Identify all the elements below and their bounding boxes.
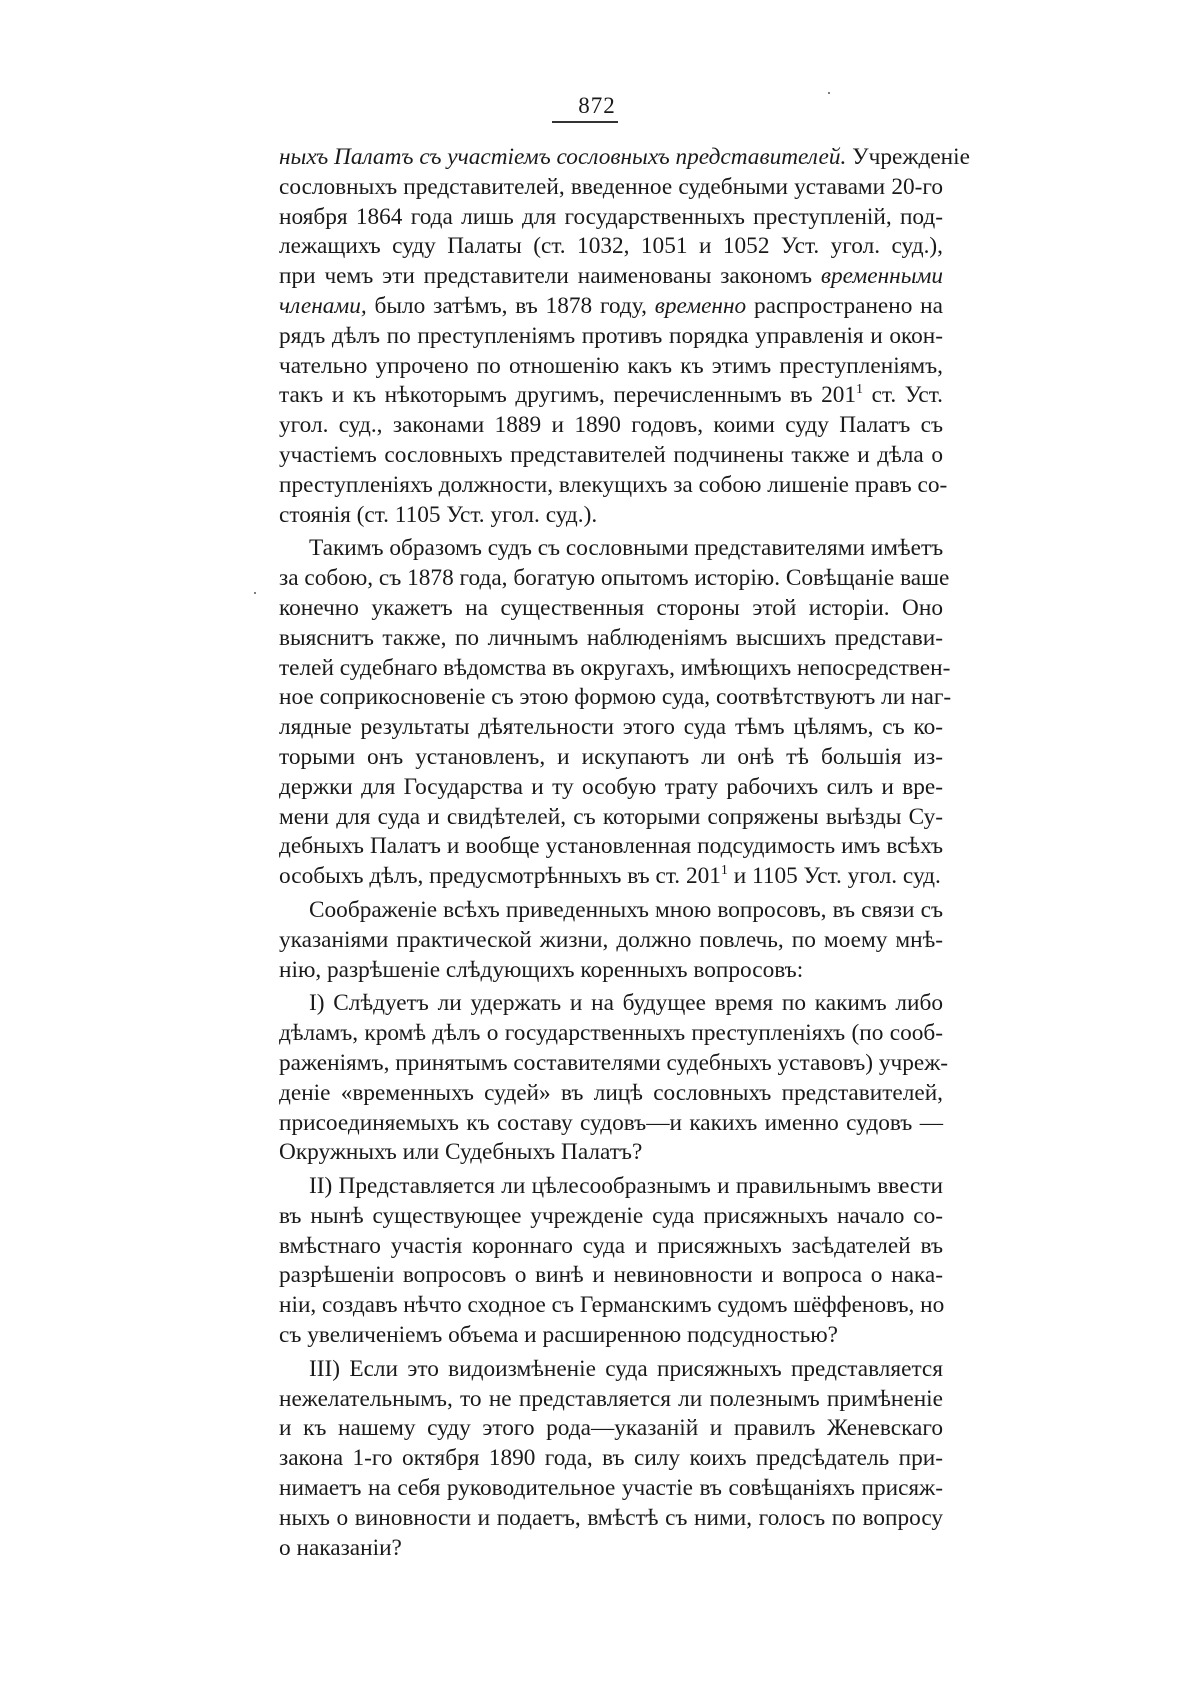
text-run: II) Представляется ли цѣлесообразнымъ и правильнымъ ввести — [309, 1173, 943, 1200]
scan-speck — [828, 92, 830, 94]
text-line — [279, 203, 943, 233]
text-run: сословныхъ представителей, введенное судебными уставами 20-го — [279, 173, 943, 200]
text-line — [279, 1172, 943, 1202]
text-line — [279, 173, 943, 203]
paragraph-p3 — [279, 896, 943, 989]
text-line — [279, 1202, 943, 1232]
text-run: дѣламъ, кромѣ дѣлъ о государственныхъ преступленіяхъ (по сооб- — [279, 1020, 943, 1047]
text-line — [279, 743, 943, 773]
footnote-superscript: 1 — [720, 863, 728, 879]
page-number: 872 — [578, 93, 616, 118]
text-run: Соображеніе всѣхъ приведенныхъ мною вопросовъ, въ связи съ — [309, 896, 943, 923]
text-line — [279, 1504, 943, 1534]
text-line — [279, 1109, 943, 1139]
text-run: за собою, съ 1878 года, богатую опытомъ исторію. Совѣщаніе ваше — [279, 565, 950, 592]
text-run: участіемъ сословныхъ представителей подчинены также и дѣла о — [279, 441, 943, 468]
text-run: угол. суд., законами 1889 и 1890 годовъ, коими суду Палатъ съ — [279, 412, 943, 439]
text-run: о наказаніи? — [279, 1534, 402, 1561]
text-line — [279, 654, 951, 684]
text-line — [279, 926, 943, 956]
text-line — [279, 1444, 943, 1474]
text-line — [279, 1385, 943, 1415]
text-line — [279, 1355, 943, 1385]
text-run: мени для суда и свидѣтелей, съ которыми сопряжены выѣзды Су- — [279, 803, 943, 830]
text-run: ноября 1864 года лишь для государственныхъ преступленій, под- — [279, 203, 943, 230]
text-line — [279, 501, 943, 531]
text-run: ное соприкосновеніе съ этою формою суда, соотвѣтствуютъ ли наг- — [279, 684, 952, 711]
text-line — [279, 1321, 943, 1351]
text-line — [279, 862, 943, 892]
text-run: ніи, создавъ нѣчто сходное съ Германскимъ судомъ шёффеновъ, но — [279, 1292, 945, 1319]
text-run: рядъ дѣлъ по преступленіямъ противъ порядка управленія и окон- — [279, 322, 943, 349]
text-run: съ увеличеніемъ объема и расширенною подсудностью? — [279, 1322, 838, 1349]
text-run: Учрежденіе — [846, 144, 970, 170]
text-line — [279, 411, 943, 441]
paragraph-p5 — [279, 1172, 943, 1355]
text-line — [279, 832, 943, 862]
text-line — [279, 1079, 943, 1109]
page-number-underline — [552, 121, 618, 123]
text-line — [279, 1019, 943, 1049]
footnote-superscript: 1 — [856, 382, 864, 398]
scan-speck — [254, 592, 256, 594]
text-run: указаніями практической жизни, должно повлечь, по моему мнѣ- — [279, 926, 943, 953]
text-line — [279, 381, 943, 411]
paragraph-p6 — [279, 1355, 943, 1564]
text-run: торыми онъ установленъ, и искупаютъ ли онѣ тѣ большія из- — [279, 743, 943, 770]
text-run: при чемъ эти представители наименованы закономъ — [279, 263, 821, 290]
text-line — [279, 1049, 949, 1079]
text-line — [279, 322, 943, 352]
text-run: закона 1-го октября 1890 года, въ силу коихъ предсѣдатель при- — [279, 1445, 943, 1472]
body-text — [279, 143, 970, 1563]
text-run: ныхъ о виновности и подаетъ, вмѣстѣ съ ними, голосъ по вопросу — [279, 1504, 943, 1531]
italic-run: временно — [654, 292, 747, 319]
text-line — [279, 713, 943, 743]
text-run: и къ нашему суду этого рода—указаній и правилъ Женевскаго — [279, 1415, 943, 1442]
italic-run: ныхъ Палатъ съ участіемъ сословныхъ представителей. — [279, 144, 847, 170]
paragraph-p1 — [279, 143, 970, 534]
text-run: лежащихъ суду Палаты (ст. 1032, 1051 и 1052 Уст. угол. суд.), — [279, 233, 943, 260]
text-run: преступленіяхъ должности, влекущихъ за собою лишеніе правъ со- — [279, 471, 948, 498]
text-run: вмѣстнаго участія короннаго суда и присяжныхъ засѣдателей въ — [279, 1232, 943, 1259]
italic-run: членами, — [279, 292, 367, 319]
paragraph-p2 — [279, 534, 952, 896]
text-line — [279, 352, 943, 382]
text-run: присоединяемыхъ къ составу судовъ—и какихъ именно судовъ — — [279, 1109, 943, 1136]
text-run: въ нынѣ существующее учрежденіе суда присяжныхъ начало со- — [279, 1202, 943, 1229]
text-run: Такимъ образомъ судъ съ сословными представителями имѣетъ — [309, 535, 944, 562]
text-line — [279, 989, 943, 1019]
text-line — [279, 624, 943, 654]
text-run: телей судебнаго вѣдомства въ округахъ, имѣющихъ непосредствен- — [279, 654, 951, 681]
text-run: выяснитъ также, по личнымъ наблюденіямъ высшихъ представи- — [279, 624, 943, 651]
text-run: стоянія (ст. 1105 Уст. угол. суд.). — [279, 501, 598, 528]
text-line — [279, 803, 943, 833]
text-run: чательно упрочено по отношенію какъ къ этимъ преступленіямъ, — [279, 352, 943, 379]
text-line — [279, 956, 943, 986]
text-line — [279, 896, 943, 926]
text-line — [279, 1414, 943, 1444]
text-line — [279, 441, 943, 471]
text-run: дебныхъ Палатъ и вообще установленная подсудимость имъ всѣхъ — [279, 833, 943, 860]
text-run: особыхъ дѣлъ, предусмотрѣнныхъ въ ст. 201 — [279, 863, 721, 890]
text-run: распространено на — [746, 292, 943, 319]
text-run: держки для Государства и ту особую трату рабочихъ силъ и вре- — [279, 773, 943, 800]
text-run: было затѣмъ, въ 1878 году, — [366, 292, 655, 319]
text-line — [279, 1291, 943, 1321]
text-line — [279, 564, 950, 594]
paragraph-p4 — [279, 989, 949, 1172]
text-run: деніе «временныхъ судей» въ лицѣ сословныхъ представителей, — [279, 1079, 943, 1106]
text-run: I) Слѣдуетъ ли удержать и на будущее время по какимъ либо — [309, 990, 943, 1017]
text-line — [279, 683, 952, 713]
text-run: нежелательнымъ, то не представляется ли полезнымъ примѣненіе — [279, 1385, 943, 1412]
text-run: такъ и къ нѣкоторымъ другимъ, перечисленнымъ въ 201 — [279, 382, 857, 409]
text-line — [279, 1534, 943, 1564]
text-run: раженіямъ, принятымъ составителями судебныхъ уставовъ) учреж- — [279, 1049, 949, 1076]
text-line — [279, 1474, 943, 1504]
text-run: разрѣшеніи вопросовъ о винѣ и невиновности и вопроса о нака- — [279, 1262, 943, 1289]
text-run: конечно укажетъ на существенныя стороны этой исторіи. Оно — [279, 594, 943, 621]
text-run: нію, разрѣшеніе слѣдующихъ коренныхъ вопросовъ: — [279, 956, 804, 983]
text-line — [279, 1261, 943, 1291]
text-run: и 1105 Уст. угол. суд. — [727, 863, 941, 890]
text-line — [279, 232, 943, 262]
text-run: ст. Уст. — [863, 382, 944, 409]
text-line — [279, 1232, 943, 1262]
text-line — [279, 471, 948, 501]
text-line — [279, 534, 943, 564]
text-line — [279, 143, 970, 173]
text-line — [279, 594, 943, 624]
text-line — [279, 773, 943, 803]
text-run: III) Если это видоизмѣненіе суда присяжныхъ представляется — [309, 1355, 943, 1382]
text-line — [279, 262, 943, 292]
text-run: Окружныхъ или Судебныхъ Палатъ? — [279, 1139, 643, 1166]
text-run: нимаетъ на себя руководительное участіе въ совѣщаніяхъ присяж- — [279, 1475, 943, 1502]
text-line — [279, 1138, 943, 1168]
text-run: лядные результаты дѣятельности этого суда тѣмъ цѣлямъ, съ ко- — [279, 714, 943, 741]
italic-run: временными — [820, 263, 943, 290]
text-line — [279, 292, 943, 322]
